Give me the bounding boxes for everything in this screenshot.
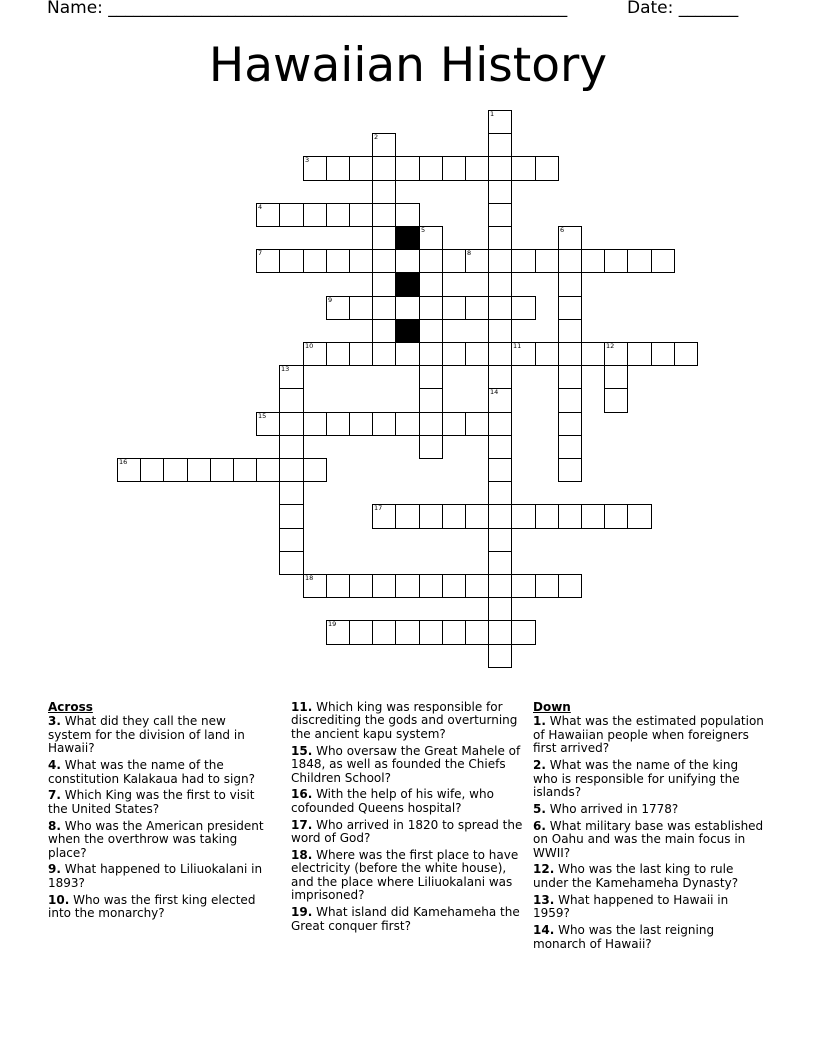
clue-item-text: What military base was established on Oahu and was the main focus in WWII? — [533, 818, 764, 860]
crossword-cell[interactable] — [558, 342, 582, 366]
crossword-cell[interactable] — [419, 412, 443, 436]
crossword-cell[interactable] — [511, 504, 536, 529]
crossword-cell[interactable] — [442, 504, 466, 529]
crossword-cell[interactable] — [488, 249, 512, 273]
clue-item-text: What island did Kamehameha the Great conquer first? — [291, 905, 520, 933]
crossword-cell[interactable] — [419, 435, 443, 459]
crossword-cell[interactable] — [303, 203, 327, 227]
crossword-cell[interactable] — [558, 319, 582, 343]
crossword-cell[interactable] — [442, 620, 466, 645]
crossword-cell[interactable] — [488, 551, 512, 575]
crossword-cell[interactable] — [488, 435, 512, 459]
clue-number: 10 — [305, 342, 314, 350]
crossword-cell[interactable] — [372, 319, 396, 343]
clue-item-number: 12. — [533, 862, 555, 877]
crossword-block — [395, 226, 420, 250]
crossword-cell[interactable] — [372, 504, 396, 529]
crossword-cell[interactable] — [488, 342, 512, 366]
clue-number: 1 — [490, 110, 495, 118]
across-heading: Across — [48, 700, 93, 714]
clue-item — [291, 745, 526, 785]
crossword-cell[interactable] — [535, 342, 559, 366]
clue-item — [291, 906, 526, 933]
clue-number: 9 — [328, 296, 333, 304]
clue-item-text: With the help of his wife, who cofounded Queens hospital? — [291, 787, 494, 815]
clue-item — [533, 803, 765, 816]
crossword-cell[interactable] — [558, 388, 582, 413]
crossword-cell[interactable] — [326, 620, 350, 645]
clue-number: 5 — [421, 226, 426, 234]
crossword-cell[interactable] — [256, 458, 280, 482]
clue-item-number: 13. — [533, 892, 555, 907]
crossword-cell[interactable] — [488, 296, 512, 320]
crossword-cell[interactable] — [419, 574, 443, 598]
clue-item — [291, 849, 526, 903]
crossword-cell[interactable] — [395, 203, 420, 227]
crossword-cell[interactable] — [372, 133, 396, 157]
crossword-cell[interactable] — [395, 620, 420, 645]
crossword-cell[interactable] — [303, 458, 327, 482]
page-title: Hawaiian History — [208, 38, 608, 93]
clue-item — [291, 819, 526, 846]
clue-item-number: 1. — [533, 714, 546, 729]
crossword-cell[interactable] — [442, 156, 466, 181]
across-clue-list — [48, 715, 270, 920]
crossword-cell[interactable] — [349, 156, 373, 181]
clue-number: 17 — [374, 504, 383, 512]
clue-item-text: Who was the last reigning monarch of Hawaii? — [533, 923, 715, 951]
crossword-cell[interactable] — [465, 412, 489, 436]
clue-item-number: 15. — [291, 743, 313, 758]
crossword-cell[interactable] — [419, 365, 443, 389]
crossword-cell[interactable] — [419, 156, 443, 181]
crossword-cell[interactable] — [326, 296, 350, 320]
crossword-cell[interactable] — [256, 203, 280, 227]
down-heading: Down — [533, 700, 571, 714]
crossword-cell[interactable] — [465, 249, 489, 273]
crossword-cell[interactable] — [442, 412, 466, 436]
crossword-cell[interactable] — [349, 296, 373, 320]
clue-item-number: 9. — [48, 862, 61, 877]
crossword-cell[interactable] — [442, 574, 466, 598]
clue-item — [48, 863, 270, 890]
clue-item-text: What did they call the new system for the division of land in Hawaii? — [48, 714, 245, 756]
clue-item — [48, 820, 270, 860]
clue-item-number: 6. — [533, 818, 546, 833]
crossword-cell[interactable] — [604, 388, 628, 413]
crossword-cell[interactable] — [326, 412, 350, 436]
crossword-cell[interactable] — [395, 342, 420, 366]
clue-number: 16 — [119, 458, 128, 466]
crossword-cell[interactable] — [279, 551, 304, 575]
clue-item-text: Which King was the first to visit the United States? — [48, 788, 255, 816]
crossword-block — [395, 319, 420, 343]
clue-number: 4 — [258, 203, 263, 211]
crossword-cell[interactable] — [488, 133, 512, 157]
crossword-cell[interactable] — [442, 296, 466, 320]
crossword-cell[interactable] — [279, 412, 304, 436]
down-clue-list — [533, 715, 765, 951]
crossword-cell[interactable] — [442, 342, 466, 366]
clue-item-text: What was the name of the constitution Kalakaua had to sign? — [48, 758, 255, 786]
name-field-label[interactable]: Name: ______________________________________________________ — [47, 0, 568, 18]
clue-item-number: 19. — [291, 905, 313, 920]
crossword-cell[interactable] — [488, 226, 512, 250]
clue-number: 8 — [467, 249, 472, 257]
crossword-cell[interactable] — [488, 156, 512, 181]
crossword-cell[interactable] — [349, 574, 373, 598]
crossword-cell[interactable] — [419, 249, 443, 273]
crossword-cell[interactable] — [442, 249, 466, 273]
crossword-cell[interactable] — [349, 203, 373, 227]
crossword-cell[interactable] — [256, 412, 280, 436]
clue-item-text: Who was the last king to rule under the Kamehameha Dynasty? — [533, 862, 739, 890]
crossword-cell[interactable] — [535, 504, 559, 529]
crossword-cell[interactable] — [627, 504, 652, 529]
crossword-cell[interactable] — [372, 272, 396, 297]
crossword-cell[interactable] — [558, 272, 582, 297]
crossword-cell[interactable] — [488, 644, 512, 668]
clue-item — [291, 788, 526, 815]
clue-item — [48, 715, 270, 755]
clue-item-text: What happened to Liliuokalani in 1893? — [48, 862, 263, 890]
crossword-cell[interactable] — [419, 272, 443, 297]
crossword-cell[interactable] — [558, 249, 582, 273]
clue-item-number: 16. — [291, 787, 313, 802]
crossword-cell[interactable] — [488, 365, 512, 389]
clue-item-number: 3. — [48, 714, 61, 729]
crossword-cell[interactable] — [395, 412, 420, 436]
crossword-cell[interactable] — [163, 458, 188, 482]
crossword-cell[interactable] — [488, 319, 512, 343]
crossword-cell[interactable] — [511, 342, 536, 366]
crossword-cell[interactable] — [558, 435, 582, 459]
crossword-cell[interactable] — [372, 342, 396, 366]
clue-item — [291, 701, 526, 741]
crossword-cell[interactable] — [558, 226, 582, 250]
crossword-cell[interactable] — [117, 458, 141, 482]
crossword-cell[interactable] — [535, 574, 559, 598]
crossword-cell[interactable] — [210, 458, 234, 482]
clue-item — [533, 715, 765, 755]
crossword-cell[interactable] — [488, 458, 512, 482]
crossword-cell[interactable] — [279, 504, 304, 529]
crossword-cell[interactable] — [279, 481, 304, 505]
crossword-cell[interactable] — [349, 342, 373, 366]
crossword-cell[interactable] — [465, 620, 489, 645]
clue-item-number: 7. — [48, 788, 61, 803]
crossword-cell[interactable] — [303, 574, 327, 598]
crossword-cell[interactable] — [395, 249, 420, 273]
crossword-cell[interactable] — [372, 226, 396, 250]
clue-item-text: Who arrived in 1778? — [545, 801, 679, 816]
clue-number: 6 — [560, 226, 565, 234]
clue-column-2 — [291, 701, 526, 937]
crossword-cell[interactable] — [372, 156, 396, 181]
clue-item-text: Who oversaw the Great Mahele of 1848, as well as founded the Chiefs Children School? — [291, 743, 521, 785]
crossword-cell[interactable] — [419, 342, 443, 366]
crossword-cell[interactable] — [604, 504, 628, 529]
clue-number: 15 — [258, 412, 267, 420]
crossword-cell[interactable] — [349, 249, 373, 273]
crossword-cell[interactable] — [511, 574, 536, 598]
clue-number: 19 — [328, 620, 337, 628]
clue-item-number: 8. — [48, 818, 61, 833]
clue-number: 14 — [490, 388, 499, 396]
crossword-cell[interactable] — [535, 249, 559, 273]
crossword-cell[interactable] — [488, 481, 512, 505]
clue-item — [533, 820, 765, 860]
crossword-cell[interactable] — [279, 249, 304, 273]
clue-item-text: What was the name of the king who is responsible for unifying the islands? — [533, 758, 740, 799]
crossword-cell[interactable] — [651, 249, 675, 273]
clue-item-number: 2. — [533, 758, 546, 773]
crossword-cell[interactable] — [651, 342, 675, 366]
crossword-cell[interactable] — [511, 620, 536, 645]
crossword-cell[interactable] — [303, 342, 327, 366]
crossword-cell[interactable] — [604, 365, 628, 389]
crossword-cell[interactable] — [326, 342, 350, 366]
crossword-cell[interactable] — [395, 296, 420, 320]
clue-item-text: Who arrived in 1820 to spread the word of God? — [291, 817, 523, 846]
crossword-cell[interactable] — [627, 249, 652, 273]
crossword-cell[interactable] — [326, 249, 350, 273]
clue-number: 3 — [305, 156, 310, 164]
clue-number: 12 — [606, 342, 615, 350]
crossword-cell[interactable] — [488, 388, 512, 413]
crossword-cell[interactable] — [372, 249, 396, 273]
crossword-cell[interactable] — [279, 435, 304, 459]
crossword-cell[interactable] — [395, 156, 420, 181]
crossword-cell[interactable] — [465, 504, 489, 529]
crossword-cell[interactable] — [419, 504, 443, 529]
crossword-cell[interactable] — [303, 156, 327, 181]
clue-column-3 — [533, 701, 765, 954]
clue-item — [533, 759, 765, 799]
clue-item — [533, 894, 765, 921]
crossword-cell[interactable] — [488, 574, 512, 598]
crossword-cell[interactable] — [581, 342, 605, 366]
crossword-cell[interactable] — [604, 342, 628, 366]
date-field-label[interactable]: Date: _______ — [627, 0, 739, 18]
clue-item — [533, 924, 765, 951]
crossword-cell[interactable] — [233, 458, 257, 482]
crossword-cell[interactable] — [140, 458, 164, 482]
crossword-cell[interactable] — [488, 272, 512, 297]
crossword-cell[interactable] — [488, 203, 512, 227]
across-clue-list-continued — [291, 701, 526, 933]
crossword-cell[interactable] — [465, 574, 489, 598]
crossword-cell[interactable] — [535, 156, 559, 181]
crossword-cell[interactable] — [372, 412, 396, 436]
clue-number: 7 — [258, 249, 263, 257]
crossword-cell[interactable] — [674, 342, 698, 366]
crossword-cell[interactable] — [349, 412, 373, 436]
clue-item-number: 17. — [291, 817, 313, 832]
crossword-cell[interactable] — [303, 412, 327, 436]
crossword-cell[interactable] — [604, 249, 628, 273]
clue-item-text: Where was the first place to have electricity (before the white house), and the place where Liliuokalani was imprisoned? — [291, 848, 519, 903]
clue-item-text: Who was the American president when the overthrow was taking place? — [48, 818, 264, 860]
crossword-cell[interactable] — [326, 156, 350, 181]
clue-column-1 — [48, 701, 270, 924]
clue-item-number: 10. — [48, 892, 70, 907]
crossword-cell[interactable] — [372, 180, 396, 204]
crossword-cell[interactable] — [419, 388, 443, 413]
crossword-cell[interactable] — [488, 620, 512, 645]
crossword-cell[interactable] — [372, 620, 396, 645]
clue-item — [48, 759, 270, 786]
crossword-cell[interactable] — [511, 296, 536, 320]
crossword-cell[interactable] — [279, 203, 304, 227]
crossword-cell[interactable] — [419, 319, 443, 343]
clue-item-number: 4. — [48, 758, 61, 773]
clue-item-number: 18. — [291, 848, 313, 863]
crossword-cell[interactable] — [488, 180, 512, 204]
crossword-cell[interactable] — [372, 574, 396, 598]
clue-number: 2 — [374, 133, 379, 141]
crossword-cell[interactable] — [395, 574, 420, 598]
crossword-cell[interactable] — [558, 296, 582, 320]
clue-number: 11 — [513, 342, 522, 350]
crossword-cell[interactable] — [558, 365, 582, 389]
crossword-cell[interactable] — [465, 296, 489, 320]
clue-item-text: What happened to Hawaii in 1959? — [533, 892, 729, 921]
clue-number: 18 — [305, 574, 314, 582]
crossword-cell[interactable] — [488, 412, 512, 436]
crossword-cell[interactable] — [279, 528, 304, 552]
crossword-cell[interactable] — [279, 458, 304, 482]
crossword-cell[interactable] — [279, 365, 304, 389]
crossword-cell[interactable] — [511, 249, 536, 273]
crossword-cell[interactable] — [558, 504, 582, 529]
clue-item — [533, 863, 765, 890]
clue-item — [48, 894, 270, 921]
crossword-cell[interactable] — [581, 504, 605, 529]
clue-item-text: Who was the first king elected into the monarchy? — [48, 892, 256, 921]
crossword-cell[interactable] — [419, 226, 443, 250]
crossword-cell[interactable] — [488, 504, 512, 529]
crossword-cell[interactable] — [488, 597, 512, 621]
crossword-block — [395, 272, 420, 297]
crossword-cell[interactable] — [256, 249, 280, 273]
crossword-cell[interactable] — [558, 574, 582, 598]
crossword-cell[interactable] — [372, 203, 396, 227]
crossword-cell[interactable] — [465, 342, 489, 366]
crossword-cell[interactable] — [372, 296, 396, 320]
crossword-cell[interactable] — [303, 249, 327, 273]
crossword-cell[interactable] — [187, 458, 211, 482]
crossword-cell[interactable] — [395, 504, 420, 529]
crossword-cell[interactable] — [558, 458, 582, 482]
crossword-cell[interactable] — [581, 249, 605, 273]
clue-item-text: What was the estimated population of Hawaiian people when foreigners first arrived? — [533, 714, 764, 756]
crossword-cell[interactable] — [465, 156, 489, 181]
crossword-cell[interactable] — [511, 156, 536, 181]
crossword-cell[interactable] — [419, 296, 443, 320]
crossword-cell[interactable] — [488, 110, 512, 134]
clue-item-number: 14. — [533, 923, 555, 938]
clue-item — [48, 789, 270, 816]
crossword-cell[interactable] — [419, 620, 443, 645]
clue-item-number: 5. — [533, 801, 546, 816]
crossword-cell[interactable] — [326, 203, 350, 227]
crossword-cell[interactable] — [349, 620, 373, 645]
crossword-cell[interactable] — [558, 412, 582, 436]
clue-number: 13 — [281, 365, 290, 373]
clue-item-number: 11. — [291, 700, 313, 714]
clue-item-text: Which king was responsible for discrediting the gods and overturning the ancient kapu system? — [291, 700, 518, 741]
crossword-cell[interactable] — [326, 574, 350, 598]
crossword-cell[interactable] — [488, 528, 512, 552]
crossword-cell[interactable] — [627, 342, 652, 366]
crossword-cell[interactable] — [279, 388, 304, 413]
